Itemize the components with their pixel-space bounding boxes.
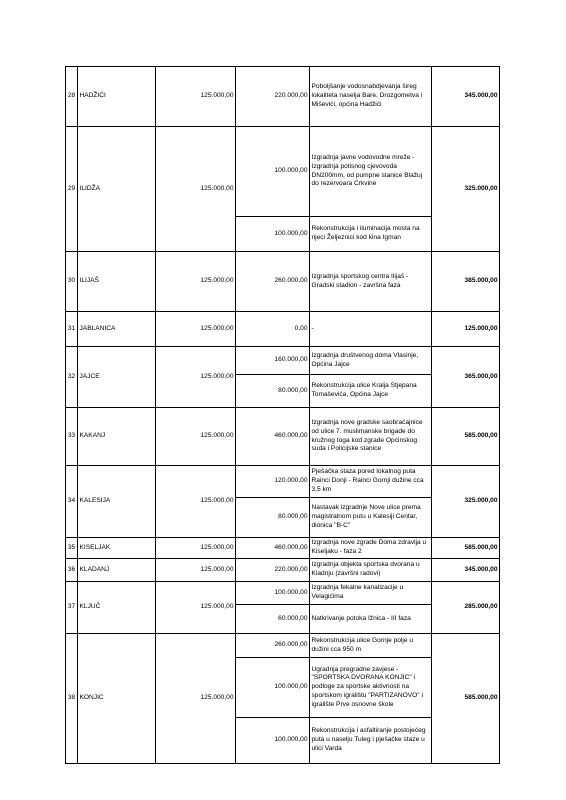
- total-amount: 125.000,00: [432, 312, 500, 347]
- project-description: Poboljšanje vodosnabdjevanja šireg lokaliteta naselja Bare, Drozgometva i Miševići, općina Hadžići: [310, 67, 432, 127]
- project-description: Izgradnja javne vodovodne mreže - Izgradnja potisnog cjevovoda DN200mm, od pumpne stanice Blažuj do rezervoara Crkvine: [310, 127, 432, 217]
- project-description: Izgradnja društvenog doma Vlasinje, Općina Jajce: [310, 347, 432, 375]
- table-row: [66, 538, 500, 559]
- project-amount: 120.000,00: [236, 466, 310, 498]
- project-description: Rekonstrukcija i iluminacija mosta na rijeci Željeznici kod kina Igman: [310, 217, 432, 252]
- project-amount: 80.000,00: [236, 375, 310, 408]
- table-row: [66, 347, 500, 375]
- project-amount: 460.000,00: [236, 538, 310, 559]
- project-description: Rekonstrukcija ulice Gornje polje u dužini cca 950 m: [310, 634, 432, 658]
- base-amount: 125.000,00: [156, 312, 236, 347]
- row-number: 29: [66, 127, 78, 252]
- project-amount: 260.000,00: [236, 252, 310, 312]
- project-description: Ugradnja pregradne zavjese - "SPORTSKA DVORANA KONJIC" i podloge za sportske aktivnosti na sportskom igralištu "PARTIZANOVO" i igralište Prve osnovne škole: [310, 658, 432, 718]
- base-amount: 125.000,00: [156, 67, 236, 127]
- project-description: Izgradnja fekalne kanalizacije u Velagićima: [310, 582, 432, 605]
- base-amount: 125.000,00: [156, 634, 236, 764]
- project-description: Izgradnja objekta sportska dvorana u Kladnju (završni radovi): [310, 559, 432, 582]
- project-description: Natkrivanje potoka Ižnica - III faza: [310, 605, 432, 634]
- table-row: [66, 252, 500, 312]
- table-row: [66, 466, 500, 498]
- table-row: [66, 559, 500, 582]
- project-description: Izgradnja nove gradske saobraćajnice od ulice 7. muslimanske brigade do kružnog toga kod zgrade Općinskog suda i Policijske stanice: [310, 408, 432, 466]
- table-row: [66, 582, 500, 605]
- base-amount: 125.000,00: [156, 466, 236, 538]
- project-amount: 220.000,00: [236, 67, 310, 127]
- project-amount: 160.000,00: [236, 347, 310, 375]
- municipality-name: JAJCE: [78, 347, 156, 408]
- base-amount: 125.000,00: [156, 252, 236, 312]
- total-amount: 345.000,00: [432, 67, 500, 127]
- row-number: 33: [66, 408, 78, 466]
- total-amount: 385.000,00: [432, 252, 500, 312]
- row-number: 28: [66, 67, 78, 127]
- municipality-name: KONJIC: [78, 634, 156, 764]
- project-amount: 80.000,00: [236, 498, 310, 538]
- municipality-name: HADŽIĆI: [78, 67, 156, 127]
- row-number: 37: [66, 582, 78, 634]
- project-description: Rekonstrukcija ulice Kralja Stjepana Tomaševića, Općina Jajce: [310, 375, 432, 408]
- project-description: Rekonstrukcija i asfaltiranje postojećeg puta u naselju Tuleg i pješačke staze u ulici Varda: [310, 718, 432, 764]
- table-row: [66, 127, 500, 217]
- project-amount: 100.000,00: [236, 127, 310, 217]
- municipality-name: JABLANICA: [78, 312, 156, 347]
- row-number: 31: [66, 312, 78, 347]
- row-number: 30: [66, 252, 78, 312]
- base-amount: 125.000,00: [156, 408, 236, 466]
- project-amount: 100.000,00: [236, 718, 310, 764]
- table-row: [66, 67, 500, 127]
- table-row: [66, 408, 500, 466]
- project-description: -: [310, 312, 432, 347]
- municipality-name: KALESIJA: [78, 466, 156, 538]
- municipality-name: KLADANJ: [78, 559, 156, 582]
- total-amount: 585.000,00: [432, 538, 500, 559]
- project-amount: 220.000,00: [236, 559, 310, 582]
- project-amount: 60.000,00: [236, 605, 310, 634]
- row-number: 36: [66, 559, 78, 582]
- table-row: [66, 634, 500, 658]
- project-amount: 260.000,00: [236, 634, 310, 658]
- project-description: Izgradnja nove zgrade Doma zdravlja u Kiseljaku - faza 2: [310, 538, 432, 559]
- project-amount: 100.000,00: [236, 658, 310, 718]
- project-description: Nastavak izgradnje Nove ulice prema magistralnom putu u Kalesiji Centar, dionica "B-C": [310, 498, 432, 538]
- base-amount: 125.000,00: [156, 127, 236, 252]
- total-amount: 345.000,00: [432, 559, 500, 582]
- total-amount: 585.000,00: [432, 408, 500, 466]
- project-amount: 0,00: [236, 312, 310, 347]
- total-amount: 325.000,00: [432, 466, 500, 538]
- project-amount: 100.000,00: [236, 582, 310, 605]
- row-number: 34: [66, 466, 78, 538]
- table-row: [66, 312, 500, 347]
- project-description: Izgradnja sportskog centra Ilijaš - Gradski stadion - završna faza: [310, 252, 432, 312]
- municipality-name: ILIDŽA: [78, 127, 156, 252]
- total-amount: 285.000,00: [432, 582, 500, 634]
- row-number: 35: [66, 538, 78, 559]
- municipality-name: ILIJAŠ: [78, 252, 156, 312]
- total-amount: 325.000,00: [432, 127, 500, 252]
- total-amount: 365.000,00: [432, 347, 500, 408]
- municipality-name: KISELJAK: [78, 538, 156, 559]
- project-description: Pješačka staza pored lokalnog puta Rainci Donji - Rainci Gornji dužine cca 3,5 km: [310, 466, 432, 498]
- project-amount: 460.000,00: [236, 408, 310, 466]
- base-amount: 125.000,00: [156, 347, 236, 408]
- budget-table: [65, 66, 500, 764]
- base-amount: 125.000,00: [156, 559, 236, 582]
- row-number: 38: [66, 634, 78, 764]
- project-amount: 100.000,00: [236, 217, 310, 252]
- base-amount: 125.000,00: [156, 538, 236, 559]
- budget-table-body: [66, 67, 500, 764]
- municipality-name: KLJUČ: [78, 582, 156, 634]
- total-amount: 585.000,00: [432, 634, 500, 764]
- row-number: 32: [66, 347, 78, 408]
- municipality-name: KAKANJ: [78, 408, 156, 466]
- base-amount: 125.000,00: [156, 582, 236, 634]
